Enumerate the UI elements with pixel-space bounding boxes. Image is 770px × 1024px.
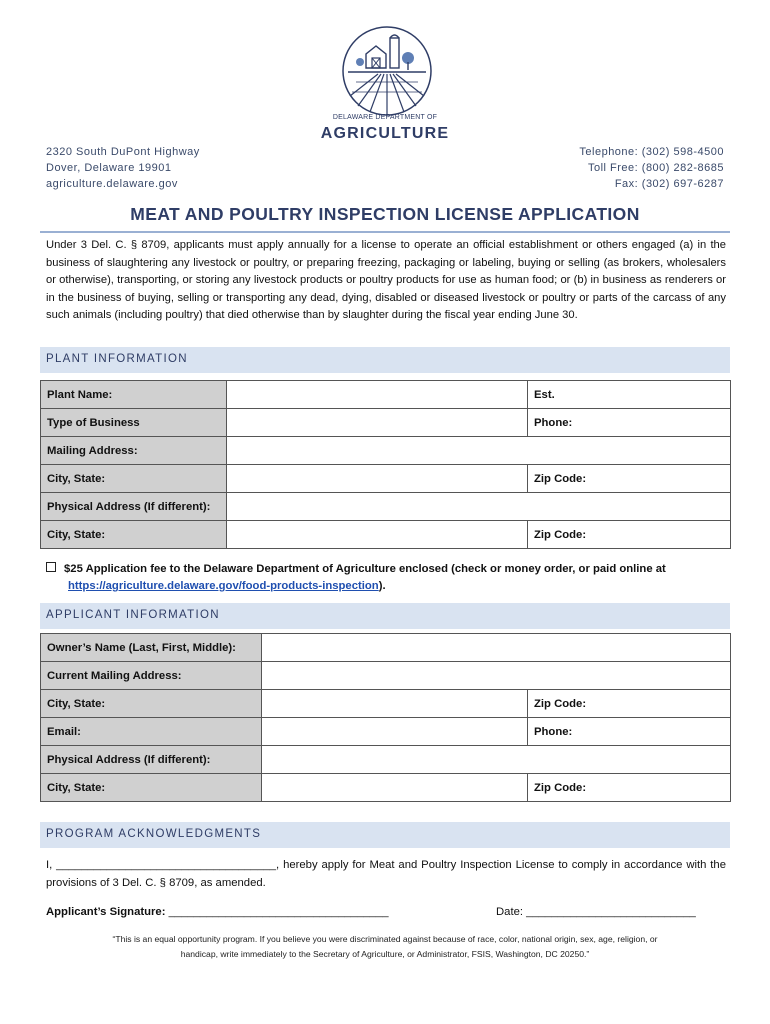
plant-name-label: Plant Name: <box>41 381 227 409</box>
applicant-city-state-label: City, State: <box>41 690 262 718</box>
applicant-city-state-field[interactable] <box>262 690 528 718</box>
farm-seal-logo <box>340 24 434 118</box>
current-mailing-label: Current Mailing Address: <box>41 662 262 690</box>
type-of-business-field[interactable] <box>227 409 528 437</box>
applicant-city-state-2-field[interactable] <box>262 774 528 802</box>
date-label: Date: <box>496 906 524 918</box>
owner-name-field[interactable] <box>262 634 731 662</box>
plant-phone-field[interactable]: Phone: <box>528 409 731 437</box>
signature-label: Applicant’s Signature: <box>46 906 166 918</box>
current-mailing-field[interactable] <box>262 662 731 690</box>
applicant-phone-field[interactable]: Phone: <box>528 718 731 746</box>
equal-opportunity-footer <box>40 932 730 961</box>
department-name: AGRICULTURE <box>320 125 450 142</box>
plant-section-header <box>40 347 730 373</box>
program-section-header <box>40 822 730 848</box>
applicant-physical-address-field[interactable] <box>262 746 731 774</box>
signature-line[interactable]: ___________________________________ <box>168 906 389 918</box>
mailing-address-field[interactable] <box>227 437 731 465</box>
plant-info-table <box>40 380 731 549</box>
department-name-small: DELAWARE DEPARTMENT OF <box>332 114 438 121</box>
plant-city-state-field[interactable] <box>227 465 528 493</box>
applicant-physical-address-label: Physical Address (If different): <box>41 746 262 774</box>
footer-line-1: “This is an equal opportunity program. If you believe you were discriminated against because of race, color, national origin, sex, age, religion, or <box>112 934 658 944</box>
mailing-address-label: Mailing Address: <box>41 437 227 465</box>
checkbox-icon[interactable] <box>46 562 56 572</box>
plant-physical-address-label: Physical Address (If different): <box>41 493 227 521</box>
applicant-section-title: APPLICANT INFORMATION <box>46 609 220 621</box>
intro-paragraph: Under 3 Del. C. § 8709, applicants must apply annually for a license to operate an official establishment or others engaged (a) in the business of slaughtering any livestock or poultry, or preparing freezing, packaging or labeling, buying or selling (as brokers, wholesalers or otherwise), transporting, or storing any livestock products or poultry products for use as human food; or (b) in business as renderers or in the business of buying, selling or transporting any dead, dying, disabled or diseased livestock or poultry or parts of the carcass of any such animals (including poultry) that died otherwise than by slaughter during the fiscal year ending June 30. <box>46 239 726 321</box>
fee-suffix: ). <box>378 580 386 592</box>
address-street: 2320 South DuPont Highway <box>46 146 200 158</box>
department-contact <box>579 144 724 192</box>
signature-row <box>46 906 389 918</box>
applicant-city-state-2-label: City, State: <box>41 774 262 802</box>
applicant-section-header <box>40 603 730 629</box>
fee-text: $25 Application fee to the Delaware Department of Agriculture enclosed (check or money order, or paid online at <box>64 563 666 575</box>
plant-zip-2-field[interactable]: Zip Code: <box>528 521 731 549</box>
date-row <box>496 906 696 918</box>
applicant-zip-field[interactable]: Zip Code: <box>528 690 731 718</box>
title-divider <box>40 231 730 233</box>
plant-city-state-label: City, State: <box>41 465 227 493</box>
page-title: MEAT AND POULTRY INSPECTION LICENSE APPLICATION <box>130 204 640 224</box>
acknowledgment-text: I, ___________________________________, hereby apply for Meat and Poultry Inspection License to comply in accordance with the provisions of 3 Del. C. § 8709, as amended. <box>46 859 726 889</box>
department-address <box>46 144 200 192</box>
toll-free-text: Toll Free: (800) 282-8685 <box>587 162 724 174</box>
est-field[interactable]: Est. <box>528 381 731 409</box>
email-label: Email: <box>41 718 262 746</box>
type-of-business-label: Type of Business <box>41 409 227 437</box>
owner-name-label: Owner’s Name (Last, First, Middle): <box>41 634 262 662</box>
telephone-text: Telephone: (302) 598-4500 <box>579 146 724 158</box>
fee-statement <box>46 561 726 595</box>
website-text: agriculture.delaware.gov <box>46 178 178 190</box>
plant-name-field[interactable] <box>227 381 528 409</box>
plant-city-state-2-label: City, State: <box>41 521 227 549</box>
fax-text: Fax: (302) 697-6287 <box>614 178 724 190</box>
inspection-link[interactable]: https://agriculture.delaware.gov/food-products-inspection <box>68 580 379 592</box>
footer-line-2: handicap, write immediately to the Secretary of Agriculture, or Administrator, FSIS, Washington, DC 20250.” <box>180 948 590 959</box>
date-line[interactable]: ___________________________ <box>526 906 696 918</box>
plant-section-title: PLANT INFORMATION <box>46 353 188 365</box>
applicant-zip-2-field[interactable]: Zip Code: <box>528 774 731 802</box>
email-field[interactable] <box>262 718 528 746</box>
plant-physical-address-field[interactable] <box>227 493 731 521</box>
plant-zip-field[interactable]: Zip Code: <box>528 465 731 493</box>
program-section-title: PROGRAM ACKNOWLEDGMENTS <box>46 828 262 840</box>
address-city: Dover, Delaware 19901 <box>46 162 172 174</box>
applicant-info-table <box>40 633 731 802</box>
plant-city-state-2-field[interactable] <box>227 521 528 549</box>
